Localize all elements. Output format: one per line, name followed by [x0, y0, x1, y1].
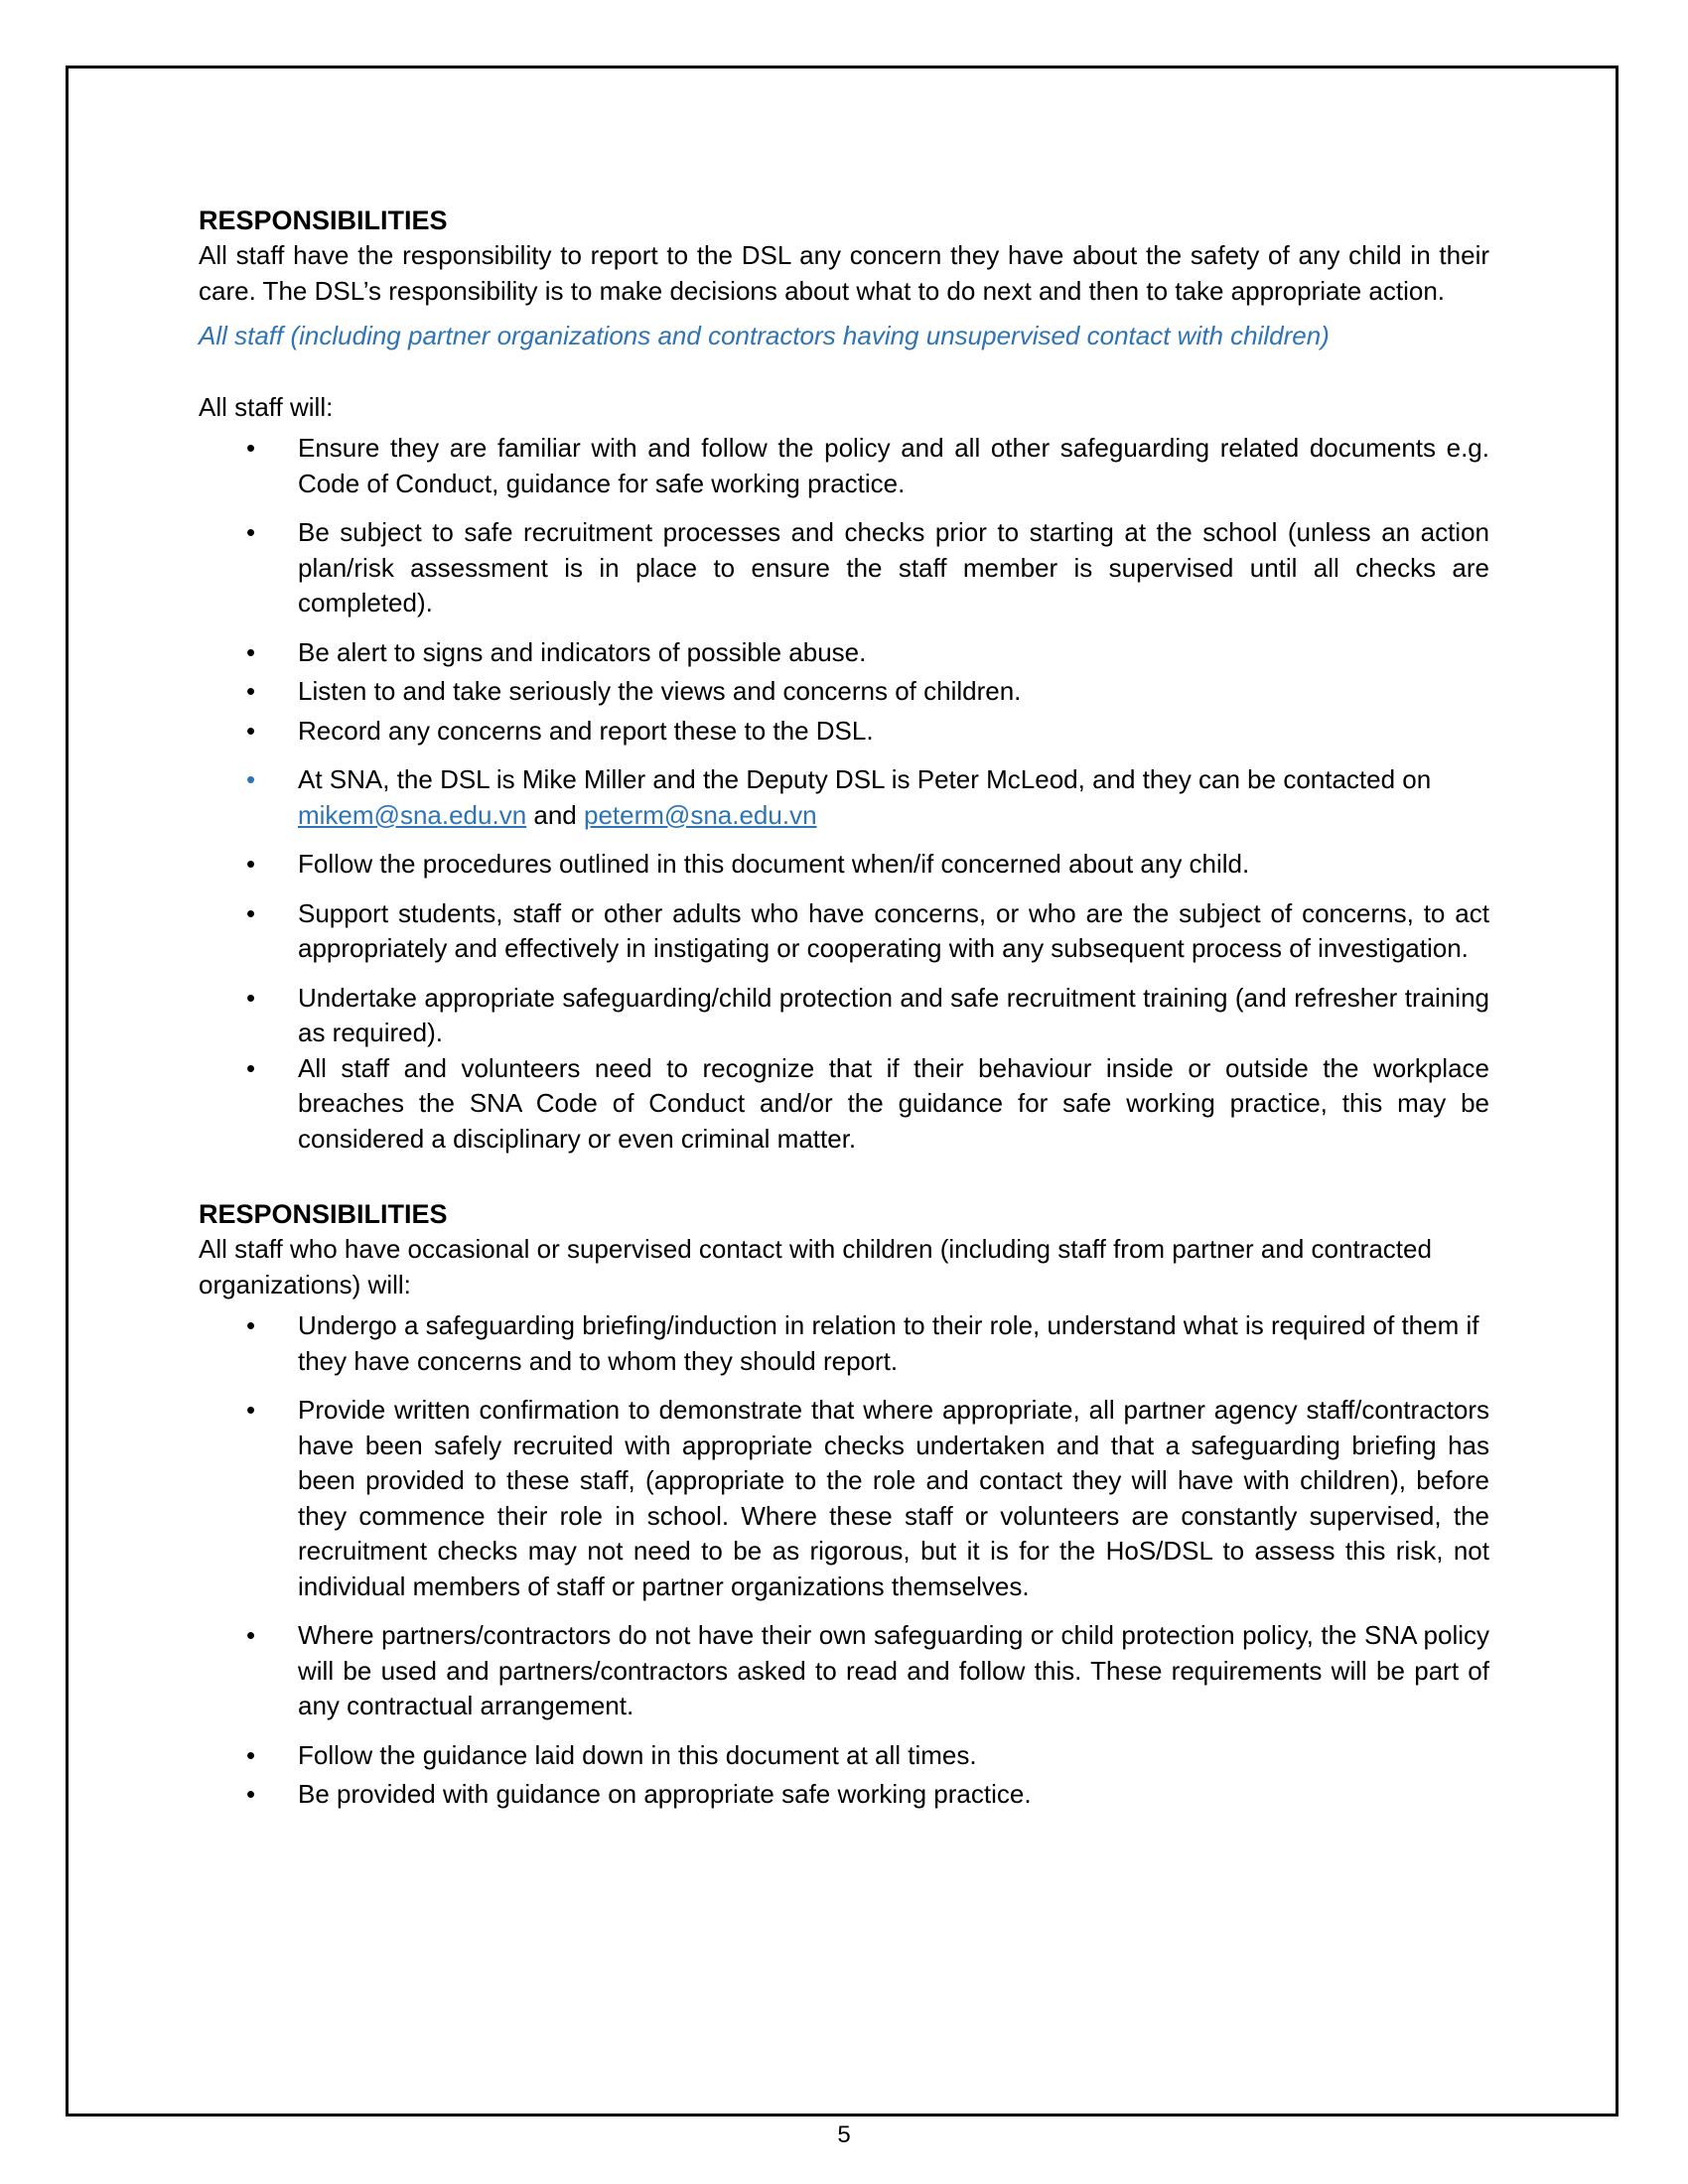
section-intro-2: All staff who have occasional or supervised contact with children (including staff from partner and contracted organizations) will: — [199, 1234, 1432, 1299]
section-heading-1: RESPONSIBILITIES — [199, 205, 448, 235]
bullet-icon: • — [246, 1052, 256, 1083]
bullet-icon: • — [246, 982, 256, 1013]
list-item — [199, 1308, 1489, 1379]
bullet-icon: • — [246, 764, 256, 794]
bullet-icon: • — [246, 676, 256, 706]
list-item — [199, 714, 1489, 750]
list-item — [199, 515, 1489, 621]
document-body — [199, 203, 1489, 1813]
section-intro-1: All staff have the responsibility to report to the DSL any concern they have about the safety of any child in their care. The DSL’s responsibility is to make decisions about what to do next and then to take appropriate action. — [199, 240, 1489, 306]
bullet-icon: • — [246, 1310, 256, 1340]
section-lead-1: All staff will: — [199, 391, 334, 422]
bullet-icon: • — [246, 1395, 256, 1425]
list-item — [199, 1618, 1489, 1724]
section-heading-2: RESPONSIBILITIES — [199, 1199, 448, 1229]
bullet-list-1 — [199, 431, 1489, 1157]
bullet-icon: • — [246, 636, 256, 667]
list-item — [199, 635, 1489, 671]
list-item — [199, 896, 1489, 967]
list-item — [199, 1393, 1489, 1604]
list-item-text: Follow the procedures outlined in this document when/if concerned about any child. — [298, 849, 1250, 879]
bullet-icon: • — [246, 1739, 256, 1770]
list-item — [199, 674, 1489, 710]
list-item — [199, 431, 1489, 501]
list-item — [199, 1051, 1489, 1158]
section-note-1: All staff (including partner organizations and contractors having unsupervised contact with children) — [199, 321, 1330, 350]
dsl-email-link[interactable]: mikem@sna.edu.vn — [298, 799, 527, 830]
list-item — [199, 847, 1489, 883]
bullet-icon: • — [246, 849, 256, 879]
list-item-text: Undertake appropriate safeguarding/child protection and safe recruitment training (and refresher training as required). — [298, 982, 1489, 1047]
list-item-text: Ensure they are familiar with and follow the policy and all other safeguarding related documents e.g. Code of Conduct, guidance for safe working practice. — [298, 433, 1489, 498]
list-item-contacts — [199, 762, 1489, 833]
list-item-text: Listen to and take seriously the views and concerns of children. — [298, 676, 1022, 706]
list-item-text: Follow the guidance laid down in this document at all times. — [298, 1739, 977, 1770]
bullet-icon: • — [246, 1620, 256, 1650]
list-item — [199, 1777, 1489, 1813]
list-item-text: Provide written confirmation to demonstrate that where appropriate, all partner agency staff/contractors have been safely recruited with appropriate checks undertaken and that a safeguarding briefing has been provided to these staff, (appropriate to the role and contact they will have with children), before they commence their role in school. Where these staff or volunteers are constantly supervised, the recruitment checks may not need to be as rigorous, but it is for the HoS/DSL to assess this risk, not individual members of staff or partner organizations themselves. — [298, 1395, 1489, 1601]
list-item-text: Be alert to signs and indicators of possible abuse. — [298, 636, 867, 667]
bullet-icon: • — [246, 715, 256, 746]
bullet-list-2 — [199, 1308, 1489, 1813]
page-number: 5 — [837, 2121, 851, 2148]
list-item — [199, 1738, 1489, 1774]
list-item-text: Undergo a safeguarding briefing/induction in relation to their role, understand what is required of them if they have concerns and to whom they should report. — [298, 1310, 1479, 1376]
list-item-text: Be provided with guidance on appropriate safe working practice. — [298, 1779, 1032, 1809]
list-item-text: Be subject to safe recruitment processes and checks prior to starting at the school (unless an action plan/risk assessment is in place to ensure the staff member is supervised until all checks are completed). — [298, 517, 1489, 617]
list-item-text: Record any concerns and report these to the DSL. — [298, 715, 874, 746]
list-item-text: At SNA, the DSL is Mike Miller and the Deputy DSL is Peter McLeod, and they can be contacted on — [298, 764, 1432, 794]
list-item-text: Support students, staff or other adults who have concerns, or who are the subject of concerns, to act appropriately and effectively in instigating or cooperating with any subsequent process of investigation. — [298, 897, 1489, 963]
bullet-icon: • — [246, 897, 256, 928]
bullet-icon: • — [246, 517, 256, 547]
email-joiner: and — [533, 799, 577, 830]
list-item-text: All staff and volunteers need to recognize that if their behaviour inside or outside the workplace breaches the SNA Code of Conduct and/or the guidance for safe working practice, this may be considered a disciplinary or even criminal matter. — [298, 1052, 1489, 1154]
list-item — [199, 981, 1489, 1051]
bullet-icon: • — [246, 433, 256, 463]
list-item-text: Where partners/contractors do not have their own safeguarding or child protection policy, the SNA policy will be used and partners/contractors asked to read and follow this. These requirements will be part of any contractual arrangement. — [298, 1620, 1489, 1720]
deputy-dsl-email-link[interactable]: peterm@sna.edu.vn — [584, 799, 817, 830]
bullet-icon: • — [246, 1779, 256, 1809]
